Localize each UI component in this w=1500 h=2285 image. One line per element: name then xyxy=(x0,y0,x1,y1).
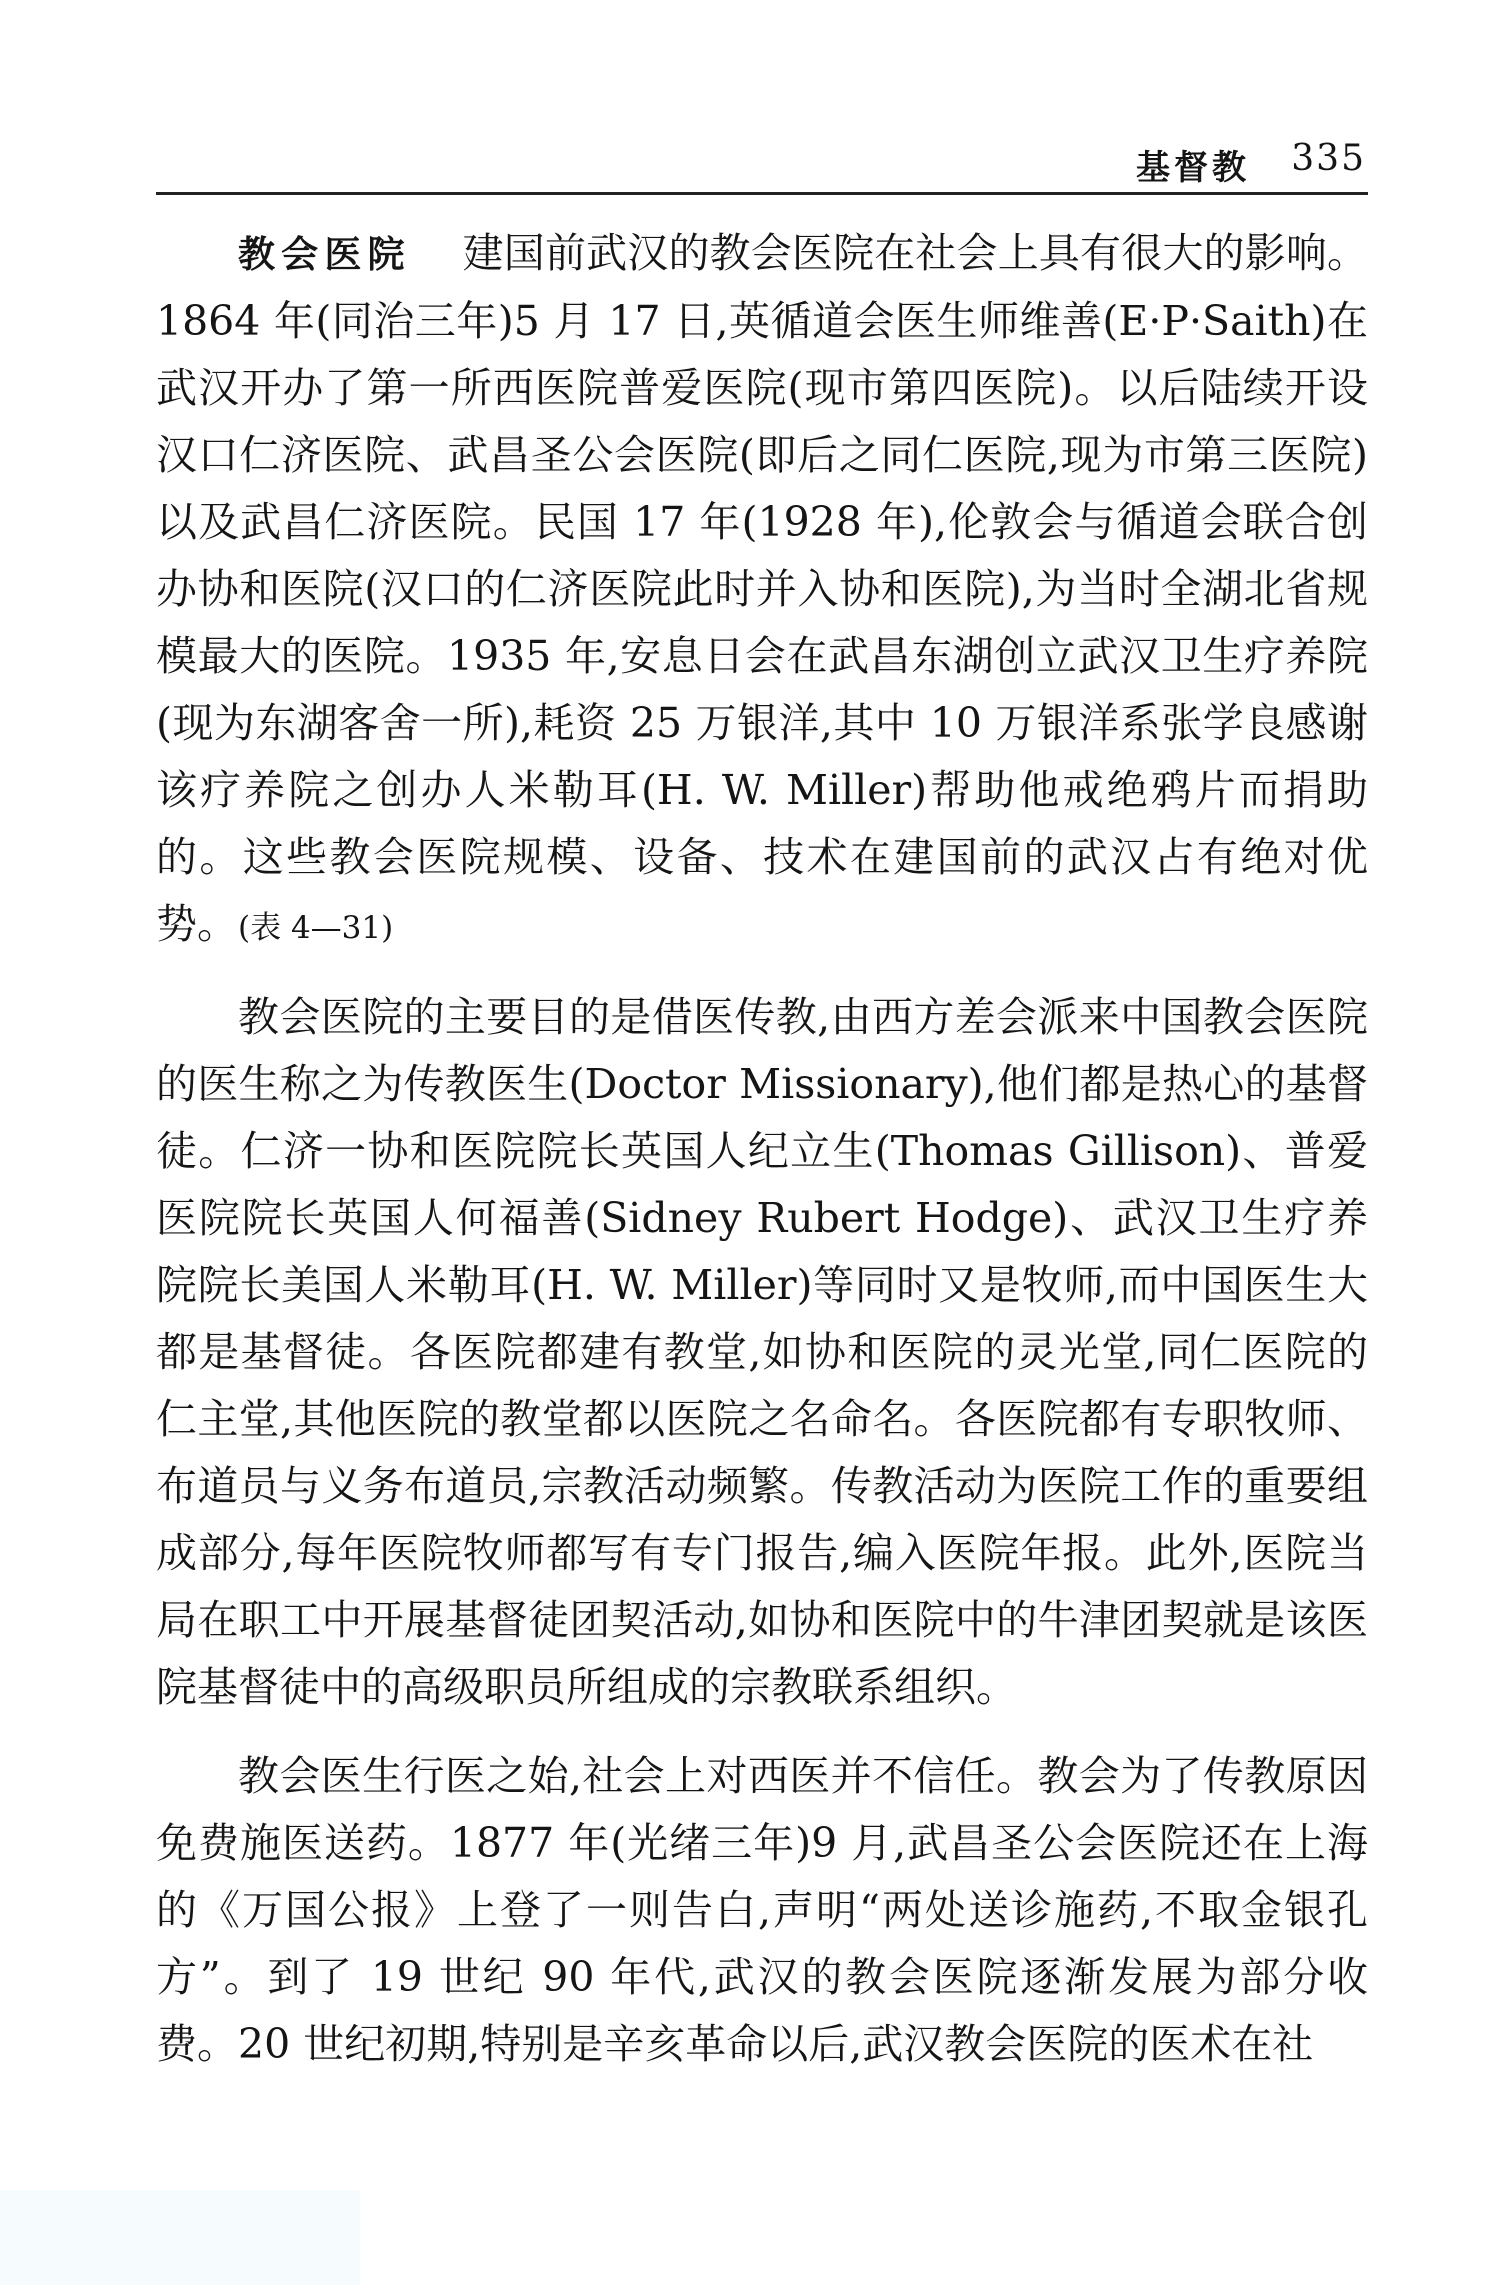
page-number: 335 xyxy=(1291,138,1366,179)
running-title: 基督教 xyxy=(1136,148,1250,188)
paragraph-missionary-doctors: 教会医院的主要目的是借医传教,由西方差会派来中国教会医院的医生称之为传教医生(Doctor Missionary),他们都是热心的基督徒。仁济一协和医院院长英国人纪立生(Thomas Gillison)、普爱医院院长英国人何福善(Sidney Rubert Hodge)、武汉卫生疗养院院长美国人米勒耳(H. W. Miller)等同时又是牧师,而中国医生大都是基督徒。各医院都建有教堂,如协和医院的灵光堂,同仁医院的仁主堂,其他医院的教堂都以医院之名命名。各医院都有专职牧师、布道员与义务布道员,宗教活动频繁。传教活动为医院工作的重要组成部分,每年医院牧师都写有专门报告,编入医院年报。此外,医院当局在职工中开展基督徒团契活动,如协和医院中的牛津团契就是该医院基督徒中的高级职员所组成的宗教联系组织。 xyxy=(156,993,1368,1711)
page-body xyxy=(156,220,1368,2078)
page-header xyxy=(156,130,1368,195)
paragraph-text: 建国前武汉的教会医院在社会上具有很大的影响。1864 年(同治三年)5 月 17 日,英循道会医生师维善(E·P·Saith)在武汉开办了第一所西医院普爱医院(现市第四医院)。以后陆续开设汉口仁济医院、武昌圣公会医院(即后之同仁医院,现为市第三医院)以及武昌仁济医院。民国 17 年(1928 年),伦敦会与循道会联合创办协和医院(汉口的仁济医院此时并入协和医院),为当时全湖北省规模最大的医院。1935 年,安息日会在武昌东湖创立武汉卫生疗养院(现为东湖客舍一所),耗资 25 万银洋,其中 10 万银洋系张学良感谢该疗养院之创办人米勒耳(H. W. Miller)帮助他戒绝鸦片而捐助的。这些教会医院规模、设备、技术在建国前的武汉占有绝对优势。 xyxy=(156,229,1368,948)
table-reference: (表 4—31) xyxy=(238,910,394,946)
paragraph-hospitals-intro xyxy=(156,220,1368,962)
section-title: 教会医院 xyxy=(238,233,411,276)
scan-corner-tint xyxy=(0,2190,360,2285)
paragraph-free-medicine: 教会医生行医之始,社会上对西医并不信任。教会为了传教原因免费施医送药。1877 年(光绪三年)9 月,武昌圣公会医院还在上海的《万国公报》上登了一则告白,声明“两处送诊施药,不取金银孔方”。到了 19 世纪 90 年代,武汉的教会医院逐渐发展为部分收费。20 世纪初期,特别是辛亥革命以后,武汉教会医院的医术在社 xyxy=(156,1752,1368,2068)
